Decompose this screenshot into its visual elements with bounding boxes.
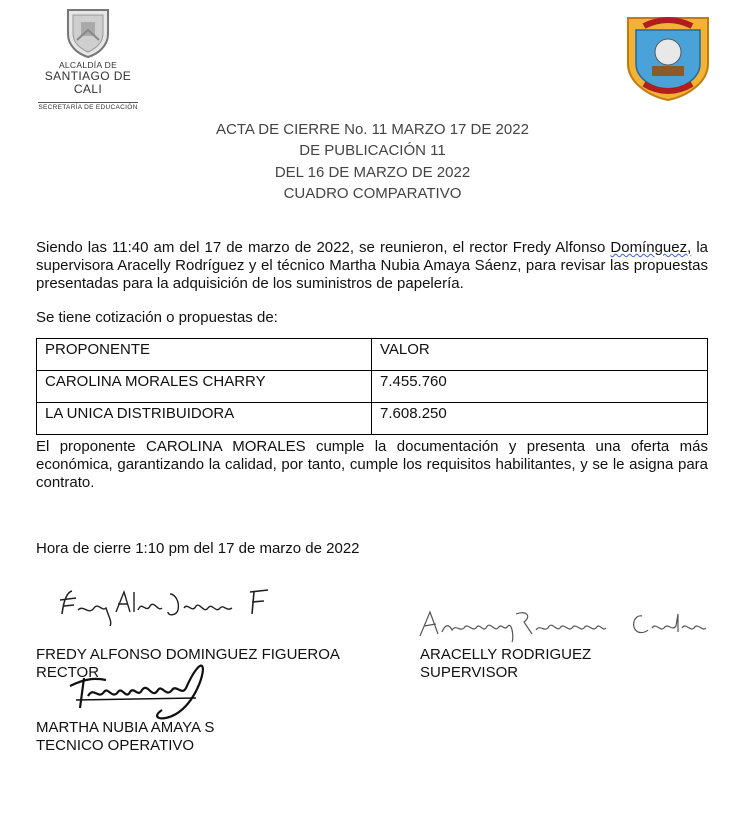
tecnico-signature [66, 656, 216, 726]
supervisor-signature [416, 604, 712, 648]
row-proponente: CAROLINA MORALES CHARRY [37, 371, 372, 403]
table-row [37, 403, 708, 435]
row-valor: 7.455.760 [372, 371, 708, 403]
alcaldia-cali-logo [30, 6, 146, 111]
supervisor-role: SUPERVISOR [420, 664, 519, 681]
intro-part1: Siendo las 11:40 am del 17 de marzo de 2022, se reunieron, el rector Fredy Alfonso [36, 239, 611, 256]
title-line-1: ACTA DE CIERRE No. 11 MARZO 17 DE 2022 [216, 121, 529, 138]
intro-paragraph [36, 239, 708, 293]
proposals-table [36, 338, 708, 435]
title-line-3: DEL 16 DE MARZO DE 2022 [274, 164, 471, 181]
row-valor: 7.608.250 [372, 403, 708, 435]
tecnico-role: TECNICO OPERATIVO [36, 737, 195, 754]
cali-coat-of-arms-icon [63, 6, 113, 58]
quotes-intro: Se tiene cotización o propuestas de: [36, 309, 278, 326]
table-row [37, 371, 708, 403]
title-line-2: DE PUBLICACIÓN 11 [299, 142, 446, 159]
alcaldia-line3: SECRETARÍA DE EDUCACIÓN [38, 104, 138, 111]
alcaldia-line1: ALCALDÍA DE [58, 60, 118, 70]
closing-time: Hora de cierre 1:10 pm del 17 de marzo de 2022 [36, 540, 360, 557]
supervisor-name: ARACELLY RODRIGUEZ [420, 646, 592, 663]
title-line-4: CUADRO COMPARATIVO [283, 185, 462, 202]
school-logo [622, 12, 714, 102]
conclusion-paragraph: El proponente CAROLINA MORALES cumple la documentación y presenta una oferta más económica, garantizando la calidad, por tanto, cumple los requisitos habilitantes, y se le asigna para contrato. [36, 438, 708, 491]
table-header-row [37, 339, 708, 371]
school-shield-icon [622, 12, 714, 102]
row-proponente: LA UNICA DISTRIBUIDORA [37, 403, 372, 435]
rector-name: FREDY ALFONSO DOMINGUEZ FIGUEROA [36, 646, 340, 663]
rector-role: RECTOR [36, 664, 100, 681]
tecnico-name: MARTHA NUBIA AMAYA S [36, 719, 215, 736]
header-valor: VALOR [372, 339, 708, 371]
intro-surname: Domínguez, [610, 239, 692, 256]
header-proponente: PROPONENTE [37, 339, 372, 371]
alcaldia-line2: SANTIAGO DE CALI [44, 69, 132, 96]
intro-part2: la supervisora Aracelly Rodríguez y el técnico Martha Nubia Amaya Sáenz, para revisar las propuestas presentadas para la adquisición de los suministros de papelería. [36, 239, 709, 292]
rector-signature [54, 586, 272, 626]
